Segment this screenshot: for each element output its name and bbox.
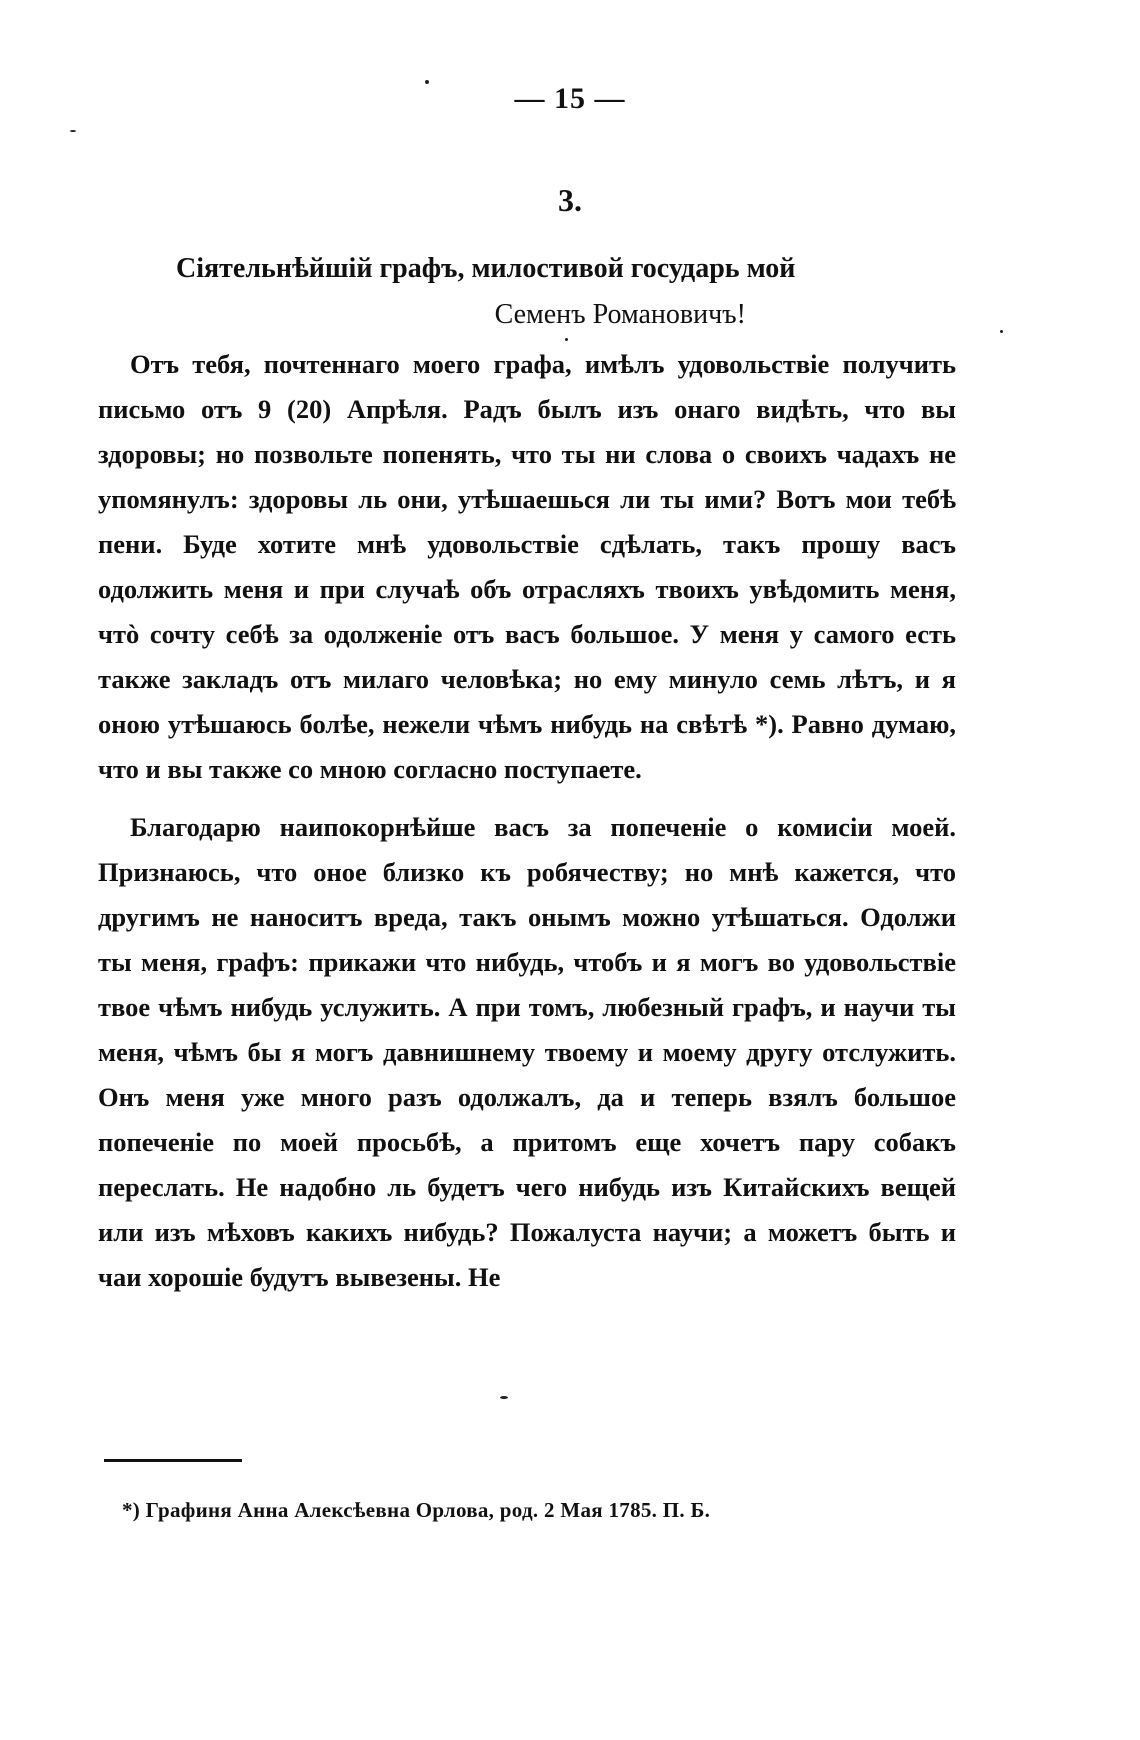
letter-body: [98, 342, 956, 1300]
scan-speck: [565, 338, 568, 341]
footnote: *) Графиня Анна Алексѣевна Орлова, род. 2 Мая 1785. П. Б.: [122, 1498, 711, 1522]
footnote-rule: [104, 1459, 242, 1462]
body-paragraph-1: Отъ тебя, почтеннаго моего графа, имѣлъ удовольствіе получить письмо отъ 9 (20) Апрѣля. Радъ былъ изъ онаго видѣть, что вы здоровы; но позвольте попенять, что ты ни слова о своихъ чадахъ не упомянулъ: здоровы ль они, утѣшаешься ли ты ими? Вотъ мои тебѣ пени. Буде хотите мнѣ удовольствіе сдѣлать, такъ прошу васъ одолжить меня и при случаѣ объ отрасляхъ твоихъ увѣдомить меня, чтò сочту себѣ за одолженіе отъ васъ большое. У меня у самого есть также закладъ отъ милаго человѣка; но ему минуло семь лѣтъ, и я оною утѣшаюсь болѣе, нежели чѣмъ нибудь на свѣтѣ *). Равно думаю, что и вы также со мною согласно поступаете.: [98, 349, 956, 784]
letter-number: 3.: [558, 182, 582, 218]
page-number: — 15 —: [514, 82, 626, 115]
scan-speck: [500, 1396, 508, 1399]
salutation-line-1: Сіятельнѣйшій графъ, милостивой государь мой: [176, 253, 796, 284]
scan-speck: [425, 80, 429, 84]
scan-speck: [70, 130, 76, 132]
scan-speck: [1000, 330, 1003, 333]
salutation-line-2: Семенъ Романовичъ!: [494, 299, 746, 330]
salutation: [98, 246, 956, 338]
body-paragraph-2: Благодарю наипокорнѣйше васъ за попеченіе о комисіи моей. Признаюсь, что оное близко къ робячеству; но мнѣ кажется, что другимъ не наноситъ вреда, такъ онымъ можно утѣшаться. Одолжи ты меня, графъ: прикажи что нибудь, чтобъ и я могъ во удовольствіе твое чѣмъ нибудь услужить. А при томъ, любезный графъ, и научи ты меня, чѣмъ бы я могъ давнишнему твоему и моему другу отслужить. Онъ меня уже много разъ одолжалъ, да и теперь взялъ большое попеченіе по моей просьбѣ, а притомъ еще хочетъ пару собакъ переслать. Не надобно ль будетъ чего нибудь изъ Китайскихъ вещей или изъ мѣховъ какихъ нибудь? Пожалуста научи; а можетъ быть и чаи хорошіе будутъ вывезены. Не: [98, 812, 956, 1292]
